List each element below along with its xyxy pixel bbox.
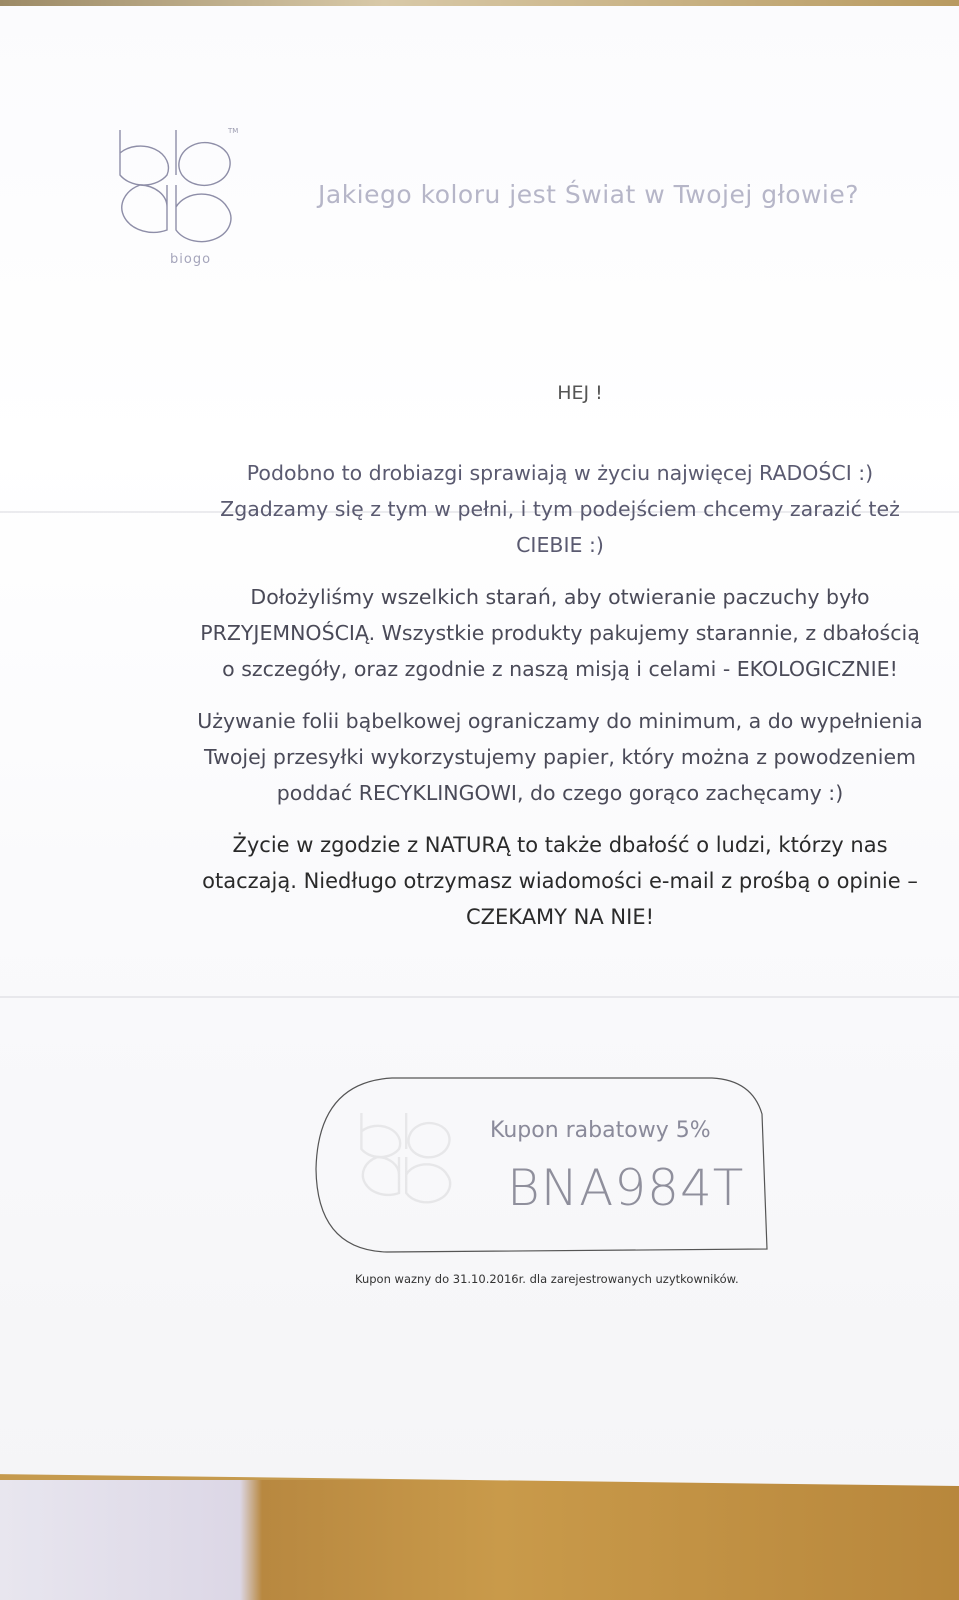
- tagline: Jakiego koloru jest Świat w Twojej głowie?: [318, 180, 860, 209]
- coupon-validity-note: Kupon wazny do 31.10.2016r. dla zarejestrowanych uzytkowników.: [355, 1272, 739, 1286]
- trademark-mark: TM: [228, 127, 239, 135]
- table-surface: [0, 1480, 959, 1600]
- watermark-logo-icon: [352, 1109, 462, 1229]
- paragraph: Używanie folii bąbelkowej ograniczamy do minimum, a do wypełnienia Twojej przesyłki wykorzystujemy papier, który można z powodzeniem poddać RECYKLINGOWI, do czego gorąco zachęcamy :): [197, 709, 923, 805]
- greeting: HEJ !: [557, 382, 603, 404]
- paragraph: Podobno to drobiazgi sprawiają w życiu najwięcej RADOŚCI :) Zgadzamy się z tym w pełni, i tym podejściem chcemy zarazić też CIEBIE :): [220, 461, 900, 557]
- letter-body: [195, 455, 925, 951]
- coupon-title: Kupon rabatowy 5%: [490, 1118, 711, 1143]
- discount-coupon: [312, 1074, 782, 1256]
- coupon-code: BNA984T: [507, 1159, 745, 1217]
- brand-wordmark: biogo: [170, 252, 212, 267]
- paper-fold-line: [0, 996, 959, 998]
- photo-edge: [0, 0, 959, 6]
- paragraph: Dołożyliśmy wszelkich starań, aby otwieranie paczuchy było PRZYJEMNOŚCIĄ. Wszystkie produkty pakujemy starannie, z dbałością o szczegóły, oraz zgodnie z naszą misją i celami - EKOLOGICZNIE!: [200, 585, 920, 681]
- paragraph: Życie w zgodzie z NATURĄ to także dbałość o ludzi, którzy nas otaczają. Niedługo otrzymasz wiadomości e-mail z prośbą o opinie – CZEKAMY NA NIE!: [202, 833, 918, 929]
